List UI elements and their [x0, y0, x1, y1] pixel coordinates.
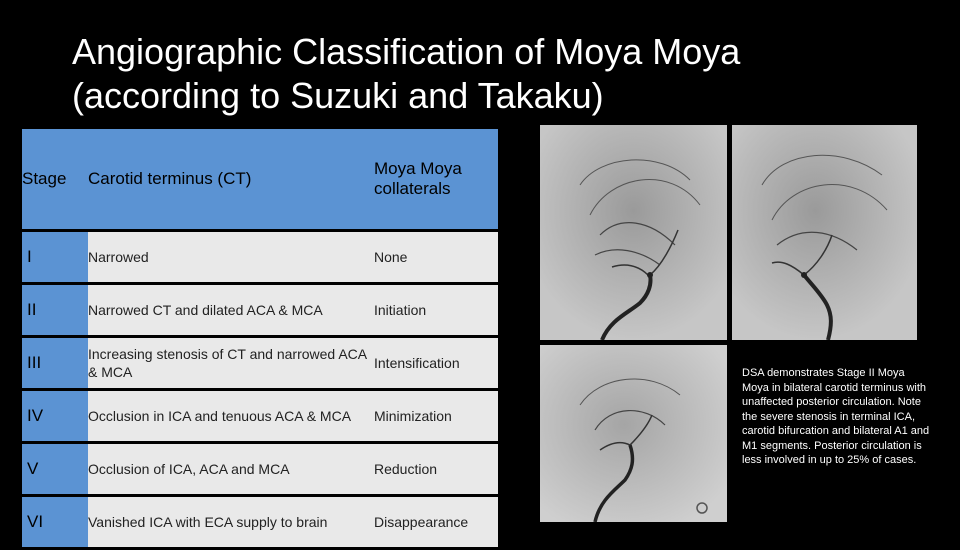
- ct-cell: Occlusion in ICA and tenuous ACA & MCA: [88, 390, 374, 443]
- ct-cell: Increasing stenosis of CT and narrowed ACA & MCA: [88, 337, 374, 390]
- angiogram-image-2: [732, 125, 917, 340]
- header-carotid-terminus: Carotid terminus (CT): [88, 129, 374, 231]
- table-row: [22, 231, 498, 284]
- angiogram-vessels-2: [732, 125, 917, 340]
- classification-table: [22, 129, 498, 550]
- title-line-1: Angiographic Classification of Moya Moya: [72, 31, 741, 72]
- table-row: [22, 284, 498, 337]
- header-collaterals: Moya Moya collaterals: [374, 129, 498, 231]
- ct-cell: Vanished ICA with ECA supply to brain: [88, 496, 374, 549]
- table-row: [22, 337, 498, 390]
- angiogram-image-1: [540, 125, 727, 340]
- stage-cell: IV: [22, 390, 88, 443]
- stage-cell: VI: [22, 496, 88, 549]
- stage-cell: V: [22, 443, 88, 496]
- table-header-row: [22, 129, 498, 231]
- angiogram-vessels-3: [540, 345, 727, 522]
- image-caption: DSA demonstrates Stage II Moya Moya in bilateral carotid terminus with unaffected posterior circulation. Note the severe stenosis in terminal ICA, carotid bifurcation and bilateral A1 and M1 segments. Posterior circulation is less involved in up to 25% of cases.: [742, 367, 930, 466]
- slide-title: [72, 30, 872, 118]
- collaterals-cell: Minimization: [374, 390, 498, 443]
- ct-cell: Narrowed CT and dilated ACA & MCA: [88, 284, 374, 337]
- ct-cell: Narrowed: [88, 231, 374, 284]
- angiogram-image-3: [540, 345, 727, 522]
- title-line-2: (according to Suzuki and Takaku): [72, 75, 604, 116]
- table-row: [22, 390, 498, 443]
- collaterals-cell: Reduction: [374, 443, 498, 496]
- header-stage: Stage: [22, 129, 88, 231]
- table-row: [22, 496, 498, 549]
- angiogram-vessels-1: [540, 125, 727, 340]
- collaterals-cell: None: [374, 231, 498, 284]
- collaterals-cell: Intensification: [374, 337, 498, 390]
- collaterals-cell: Disappearance: [374, 496, 498, 549]
- collaterals-cell: Initiation: [374, 284, 498, 337]
- table-row: [22, 443, 498, 496]
- stage-cell: II: [22, 284, 88, 337]
- ct-cell: Occlusion of ICA, ACA and MCA: [88, 443, 374, 496]
- stage-cell: III: [22, 337, 88, 390]
- stage-cell: I: [22, 231, 88, 284]
